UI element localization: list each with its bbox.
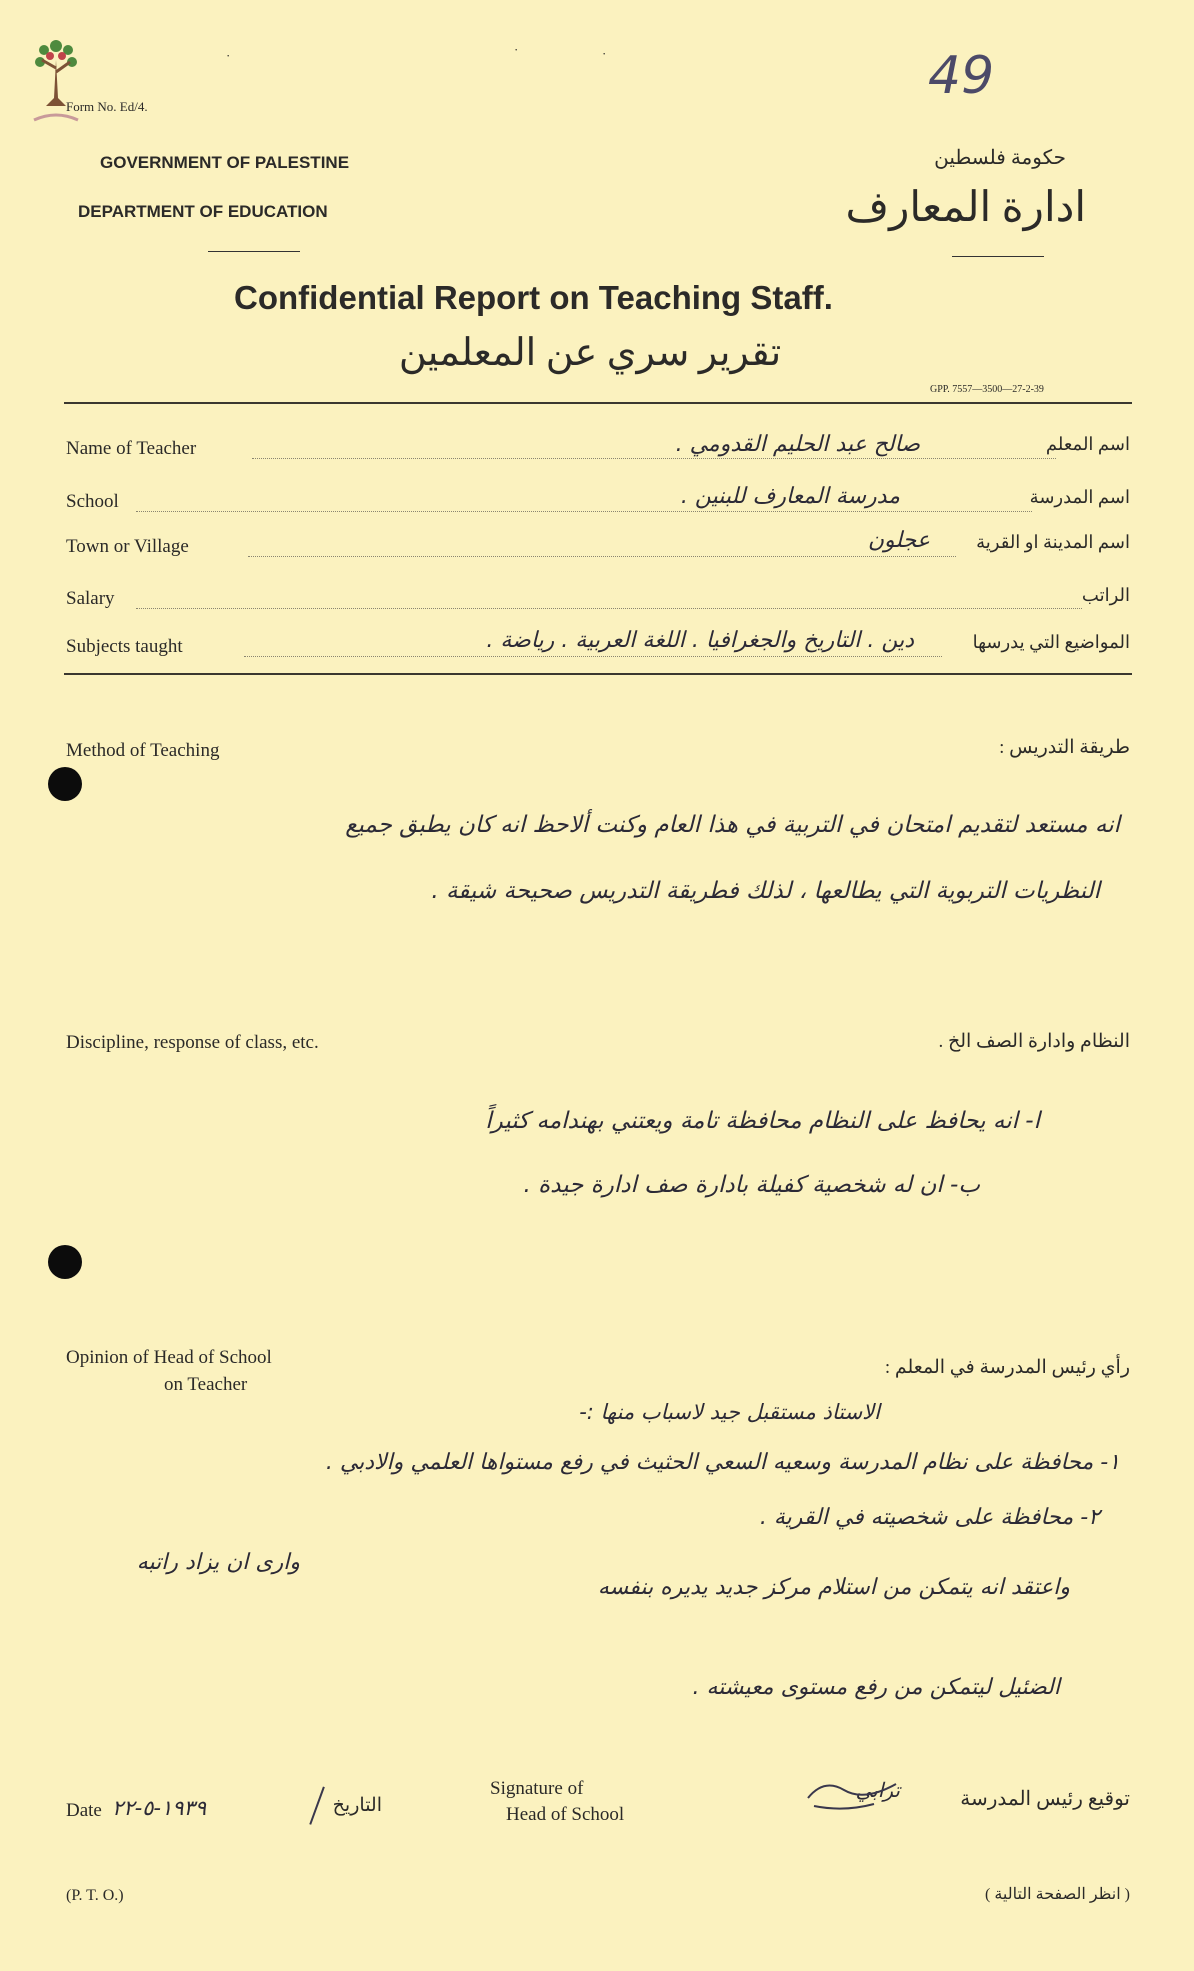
discipline-label-ar: النظام وادارة الصف الخ . — [938, 1031, 1130, 1052]
teacher-name-label-en: Name of Teacher — [66, 438, 197, 459]
signature-label-ar: توقيع رئيس المدرسة — [960, 1788, 1130, 1810]
print-code: GPP. 7557—3500—27-2-39 — [930, 384, 1044, 395]
pto-label: (P. T. O.) — [66, 1887, 124, 1904]
page-number: 49 — [928, 46, 995, 106]
method-label-ar: طريقة التدريس : — [999, 737, 1130, 758]
school-label-ar: اسم المدرسة — [1029, 487, 1130, 507]
opinion-label-en-2: on Teacher — [164, 1374, 248, 1395]
date-value: ١٩٣٩-٥-٢٢ — [112, 1796, 207, 1820]
method-label-en: Method of Teaching — [66, 740, 220, 761]
method-line-2: النظريات التربوية التي يطالعها ، لذلك فطريقة التدريس صحيحة شيقة . — [431, 878, 1100, 904]
town-value: عجلون — [867, 528, 930, 553]
punch-hole-upper — [48, 767, 82, 801]
scan-mark: · — [226, 48, 231, 63]
opinion-label-ar: رأي رئيس المدرسة في المعلم : — [884, 1357, 1130, 1378]
salary-label-en: Salary — [66, 588, 115, 609]
scan-mark: · — [602, 46, 607, 61]
divider-left — [208, 251, 300, 252]
discipline-line-2: ب- ان له شخصية كفيلة بادارة صف ادارة جيدة . — [523, 1172, 980, 1198]
divider-right — [952, 256, 1044, 257]
teacher-name-label-ar: اسم المعلم — [1045, 434, 1130, 454]
teacher-name-value: صالح عبد الحليم القدومي . — [675, 432, 920, 457]
school-label-en: School — [66, 491, 119, 512]
opinion-label-en-1: Opinion of Head of School — [66, 1347, 272, 1368]
discipline-line-1: ا- انه يحافظ على النظام محافظة تامة ويعتني بهندامه كثيراً — [485, 1108, 1040, 1134]
date-label-ar: التاريخ — [332, 1795, 382, 1816]
pto-label-ar: ( انظر الصفحة التالية ) — [984, 1886, 1130, 1903]
punch-hole-lower — [48, 1245, 82, 1279]
archive-logo — [28, 38, 84, 138]
fields-bottom-rule — [64, 673, 1132, 675]
report-title-ar: تقرير سري عن المعلمين — [398, 332, 782, 374]
report-title-en: Confidential Report on Teaching Staff. — [234, 279, 833, 316]
department-title-ar: ادارة المعارف — [845, 185, 1086, 231]
scan-mark: · — [514, 42, 519, 57]
school-value: مدرسة المعارف للبنين . — [680, 484, 900, 509]
opinion-line-4: واعتقد انه يتمكن من استلام مركز جديد يديره بنفسه — [597, 1575, 1070, 1600]
head-signature: ترابي — [855, 1778, 900, 1802]
opinion-line-3: ٢- محافظة على شخصيته في القرية . — [759, 1505, 1100, 1530]
discipline-label-en: Discipline, response of class, etc. — [66, 1032, 319, 1053]
subjects-value: دين . التاريخ والجغرافيا . اللغة العربية . رياضة . — [486, 628, 914, 653]
form-number: Form No. Ed/4. — [66, 99, 148, 114]
salary-label-ar: الراتب — [1081, 585, 1130, 605]
opinion-line-5: الضئيل ليتمكن من رفع مستوى معيشته . — [692, 1675, 1060, 1700]
signature-label-1: Signature of — [490, 1778, 584, 1799]
opinion-line-2: ١- محافظة على نظام المدرسة وسعيه السعي الحثيث في رفع مستواها العلمي والادبي . — [325, 1450, 1120, 1475]
government-title-en: GOVERNMENT OF PALESTINE — [100, 153, 350, 172]
subjects-label-ar: المواضيع التي يدرسها — [972, 632, 1130, 652]
method-line-1: انه مستعد لتقديم امتحان في التربية في هذا العام وكنت ألاحظ انه كان يطبق جميع — [345, 812, 1120, 838]
opinion-side-note: وارى ان يزاد راتبه — [136, 1550, 300, 1575]
town-label-en: Town or Village — [66, 536, 189, 557]
government-title-ar: حكومة فلسطين — [934, 147, 1066, 169]
signature-flourish — [804, 1776, 900, 1816]
department-title-en: DEPARTMENT OF EDUCATION — [78, 202, 328, 221]
subjects-label-en: Subjects taught — [66, 636, 183, 657]
signature-label-2: Head of School — [506, 1804, 625, 1825]
top-rule — [64, 402, 1132, 404]
date-label-en: Date — [66, 1800, 102, 1821]
town-label-ar: اسم المدينة او القرية — [976, 532, 1130, 552]
opinion-line-1: الاستاذ مستقبل جيد لاسباب منها :- — [579, 1400, 880, 1424]
